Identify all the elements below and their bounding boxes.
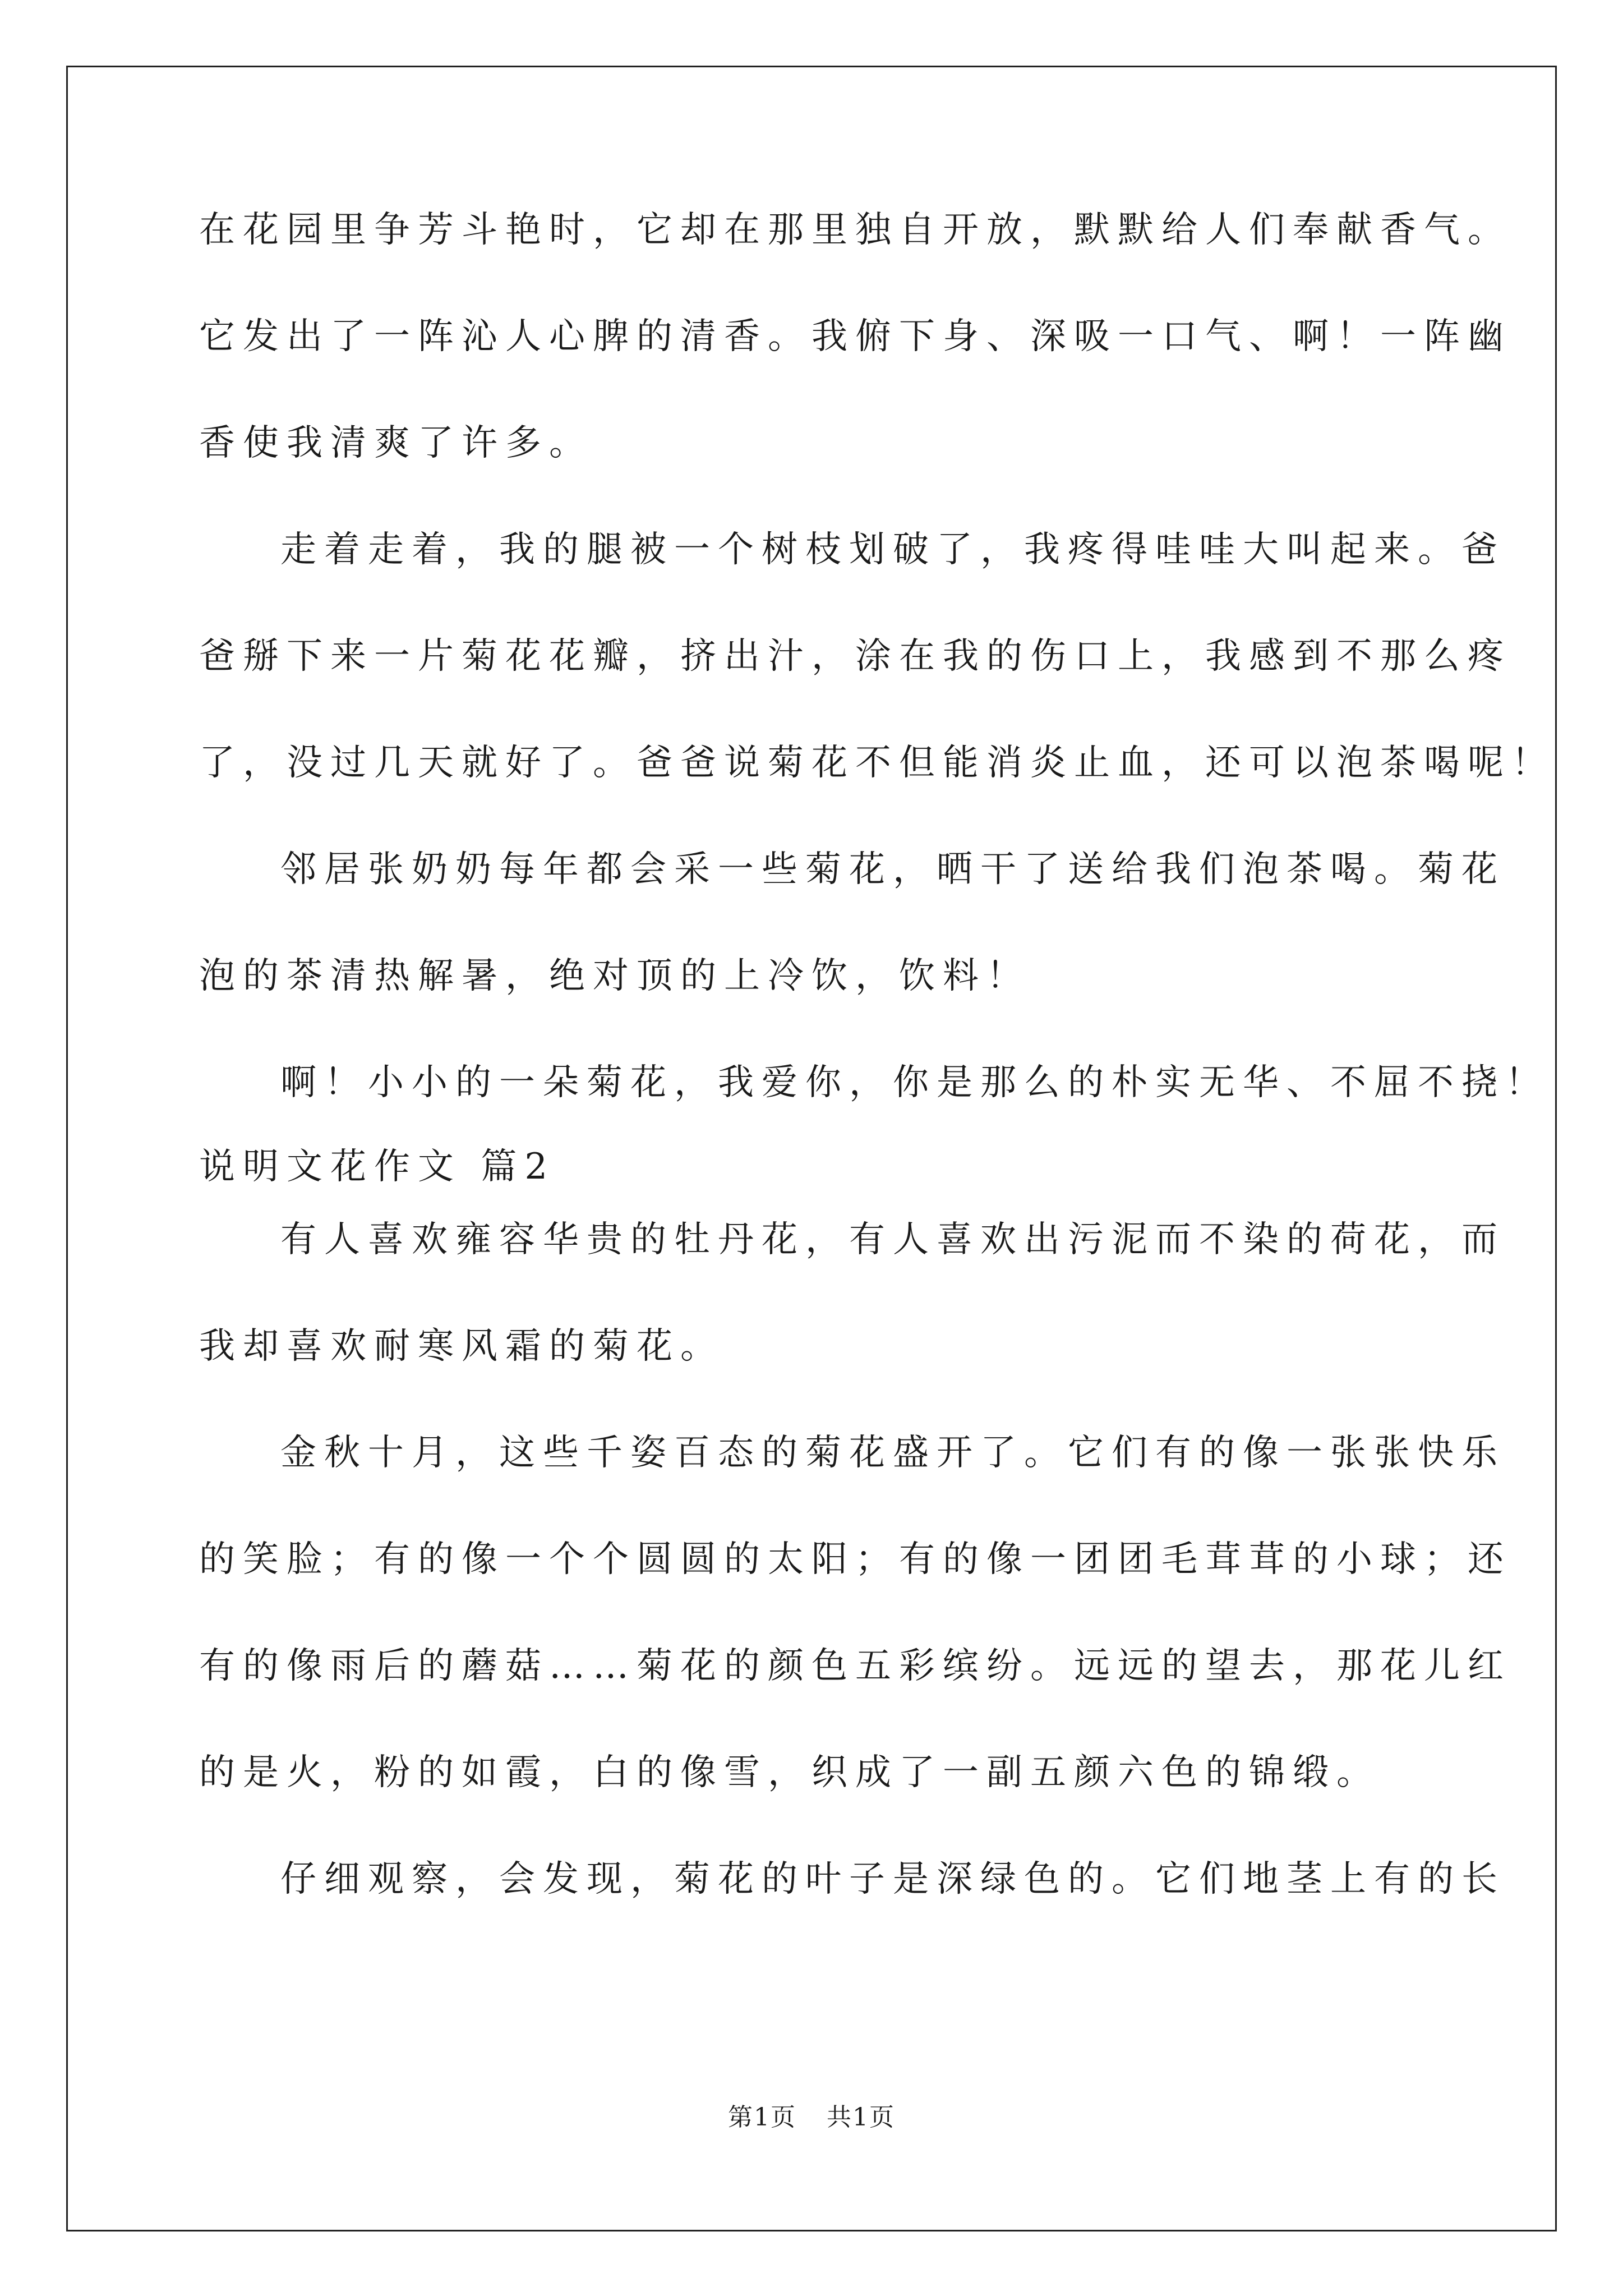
text-line-8: 泡的茶清热解暑，绝对顶的上冷饮，饮料！ (199, 955, 1030, 997)
text-line-12: 我却喜欢耐寒风霜的菊花。 (199, 1326, 724, 1367)
text-line-6: 了，没过几天就好了。爸爸说菊花不但能消炎止血，还可以泡茶喝呢！ (199, 742, 1555, 784)
text-line-5: 爸掰下来一片菊花花瓣，挤出汁，涂在我的伤口上，我感到不那么疼 (199, 636, 1511, 677)
page-number: 第1页 (728, 2103, 796, 2132)
page-footer (0, 2097, 1623, 2133)
text-line-16: 的是火，粉的如霞，白的像雪，织成了一副五颜六色的锦缎。 (199, 1752, 1380, 1793)
text-line-7: 邻居张奶奶每年都会采一些菊花，晒干了送给我们泡茶喝。菊花 (280, 849, 1505, 890)
text-line-9: 啊！小小的一朵菊花，我爱你，你是那么的朴实无华、不屈不挠！ (280, 1062, 1549, 1103)
text-line-11: 有人喜欢雍容华贵的牡丹花，有人喜欢出污泥而不染的荷花，而 (280, 1219, 1505, 1260)
text-line-3: 香使我清爽了许多。 (199, 422, 593, 464)
text-line-4: 走着走着，我的腿被一个树枝划破了，我疼得哇哇大叫起来。爸 (280, 529, 1505, 570)
text-line-15: 有的像雨后的蘑菇……菊花的颜色五彩缤纷。远远的望去，那花儿红 (199, 1645, 1511, 1687)
text-line-14: 的笑脸；有的像一个个圆圆的太阳；有的像一团团毛茸茸的小球；还 (199, 1539, 1511, 1580)
text-line-13: 金秋十月，这些千姿百态的菊花盛开了。它们有的像一张张快乐 (280, 1432, 1505, 1474)
section-heading: 说明文花作文 篇2 (199, 1146, 556, 1188)
page-total: 共1页 (827, 2103, 895, 2132)
document-body (199, 208, 1555, 1963)
text-line-2: 它发出了一阵沁人心脾的清香。我俯下身、深吸一口气、啊！一阵幽 (199, 316, 1511, 357)
text-line-17: 仔细观察，会发现，菊花的叶子是深绿色的。它们地茎上有的长 (280, 1858, 1505, 1900)
text-line-1: 在花园里争芳斗艳时，它却在那里独自开放，默默给人们奉献香气。 (199, 209, 1511, 251)
